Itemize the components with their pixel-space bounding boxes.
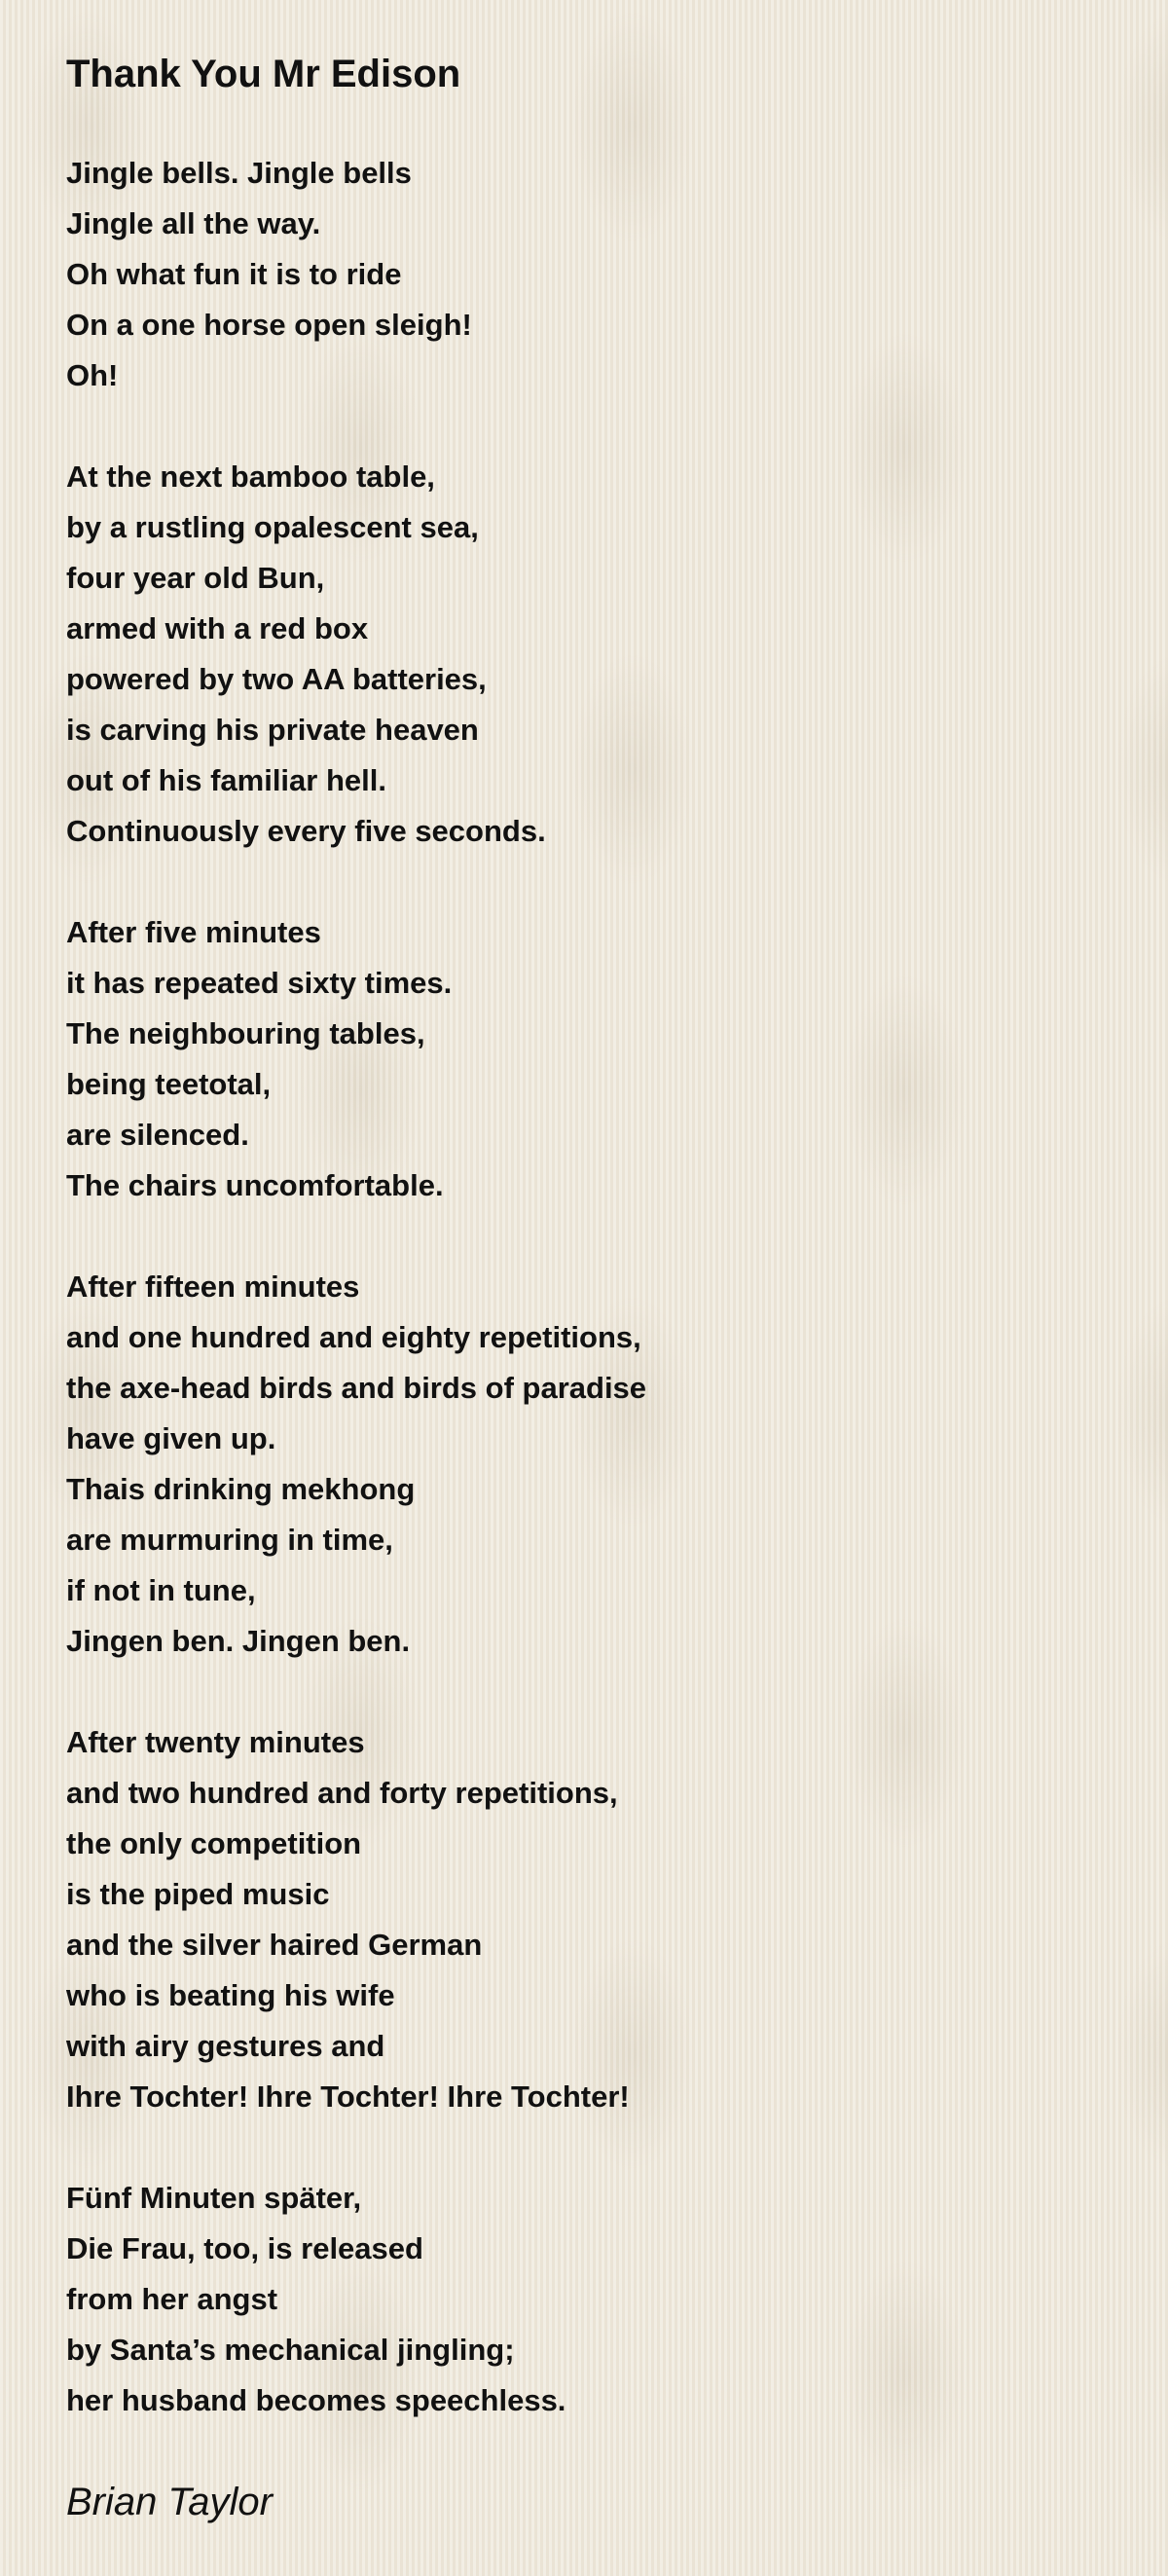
poem-line: being teetotal,: [66, 1067, 272, 1101]
poem-line: powered by two AA batteries,: [66, 662, 487, 696]
poem-line: On a one horse open sleigh!: [66, 308, 472, 342]
poem-line: are murmuring in time,: [66, 1523, 393, 1557]
poem-line: her husband becomes speechless.: [66, 2383, 566, 2417]
poem-line: have given up.: [66, 1421, 276, 1455]
poem-line: The neighbouring tables,: [66, 1016, 425, 1050]
poem-line: and the silver haired German: [66, 1928, 483, 1962]
poem-line: After twenty minutes: [66, 1725, 365, 1759]
poem-line: Jingle bells. Jingle bells: [66, 156, 412, 190]
poem-line: are silenced.: [66, 1118, 249, 1152]
poem-title: Thank You Mr Edison: [66, 53, 461, 95]
poem-line: by a rustling opalescent sea,: [66, 510, 479, 544]
poem-line: armed with a red box: [66, 611, 369, 645]
poem-author: Brian Taylor: [66, 2481, 273, 2523]
poem-line: Fünf Minuten später,: [66, 2181, 362, 2215]
poem-line: is the piped music: [66, 1877, 330, 1911]
poem-line: Oh!: [66, 358, 119, 392]
poem-line: Oh what fun it is to ride: [66, 257, 402, 291]
poem-line: After fifteen minutes: [66, 1270, 360, 1304]
poem-page: [66, 49, 1098, 2477]
poem-line: The chairs uncomfortable.: [66, 1168, 444, 1202]
stanza-2: [66, 452, 1098, 857]
stanza-4: [66, 1262, 1098, 1667]
poem-line: four year old Bun,: [66, 561, 325, 595]
poem-line: At the next bamboo table,: [66, 460, 435, 494]
poem-line: it has repeated sixty times.: [66, 966, 453, 1000]
poem-line: if not in tune,: [66, 1573, 256, 1607]
poem-line: Continuously every five seconds.: [66, 814, 546, 848]
poem-line: the only competition: [66, 1826, 362, 1860]
poem-line: with airy gestures and: [66, 2029, 385, 2063]
poem-line: who is beating his wife: [66, 1978, 395, 2012]
poem-line: is carving his private heaven: [66, 713, 479, 747]
poem-line: Thais drinking mekhong: [66, 1472, 416, 1506]
stanza-3: [66, 907, 1098, 1211]
poem-line: Jingen ben. Jingen ben.: [66, 1624, 411, 1658]
poem-line: out of his familiar hell.: [66, 763, 386, 797]
stanza-5: [66, 1717, 1098, 2122]
poem-body: [66, 148, 1098, 2426]
poem-line: and two hundred and forty repetitions,: [66, 1776, 618, 1810]
poem-line: by Santa’s mechanical jingling;: [66, 2333, 515, 2367]
poem-line: Die Frau, too, is released: [66, 2231, 423, 2265]
poem-line: the axe-head birds and birds of paradise: [66, 1371, 647, 1405]
stanza-6: [66, 2173, 1098, 2426]
poem-line: After five minutes: [66, 915, 321, 949]
stanza-1: [66, 148, 1098, 401]
poem-line: and one hundred and eighty repetitions,: [66, 1320, 641, 1354]
poem-line: from her angst: [66, 2282, 278, 2316]
poem-line: Ihre Tochter! Ihre Tochter! Ihre Tochter!: [66, 2079, 630, 2114]
poem-line: Jingle all the way.: [66, 206, 321, 240]
